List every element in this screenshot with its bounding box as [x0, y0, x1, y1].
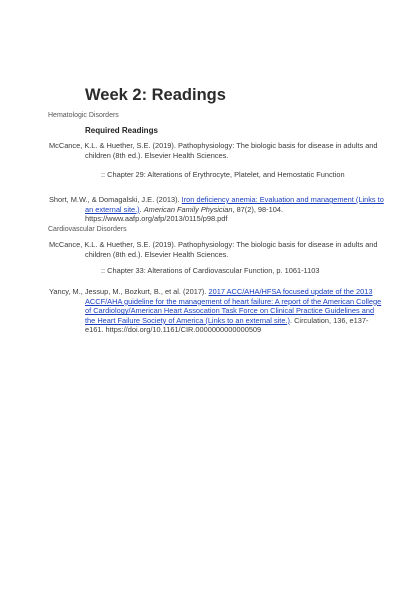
reference-authors: Yancy, M., Jessup, M., Bozkurt, B., et al. (2017). [49, 287, 209, 296]
reference-separator: . [139, 204, 144, 214]
reference-yancy [49, 287, 385, 335]
reference-authors: Short, M.W., & Domagalski, J.E. (2013). [49, 195, 182, 204]
required-readings-heading: Required Readings [85, 126, 158, 135]
section-heading-cardiovascular: Cardiovascular Disorders [48, 226, 127, 233]
reference-mccance-cardiovascular: McCance, K.L. & Huether, S.E. (2019). Pathophysiology: The biologic basis for disease in adults and children (8th ed.). Elsevier Health Sciences. [49, 240, 378, 259]
journal-name: American Family Physician [143, 204, 233, 214]
reference-details: . Circulation, 136, e137- e161. https://doi.org/10.1161/CIR.0000000000000509 [85, 315, 369, 335]
reference-details: , 87(2), 98-104. https://www.aafp.org/afp/2013/0115/p98.pdf [85, 204, 284, 224]
chapter-33-item: :: Chapter 33: Alterations of Cardiovascular Function, p. 1061-1103 [101, 266, 320, 275]
page-title: Week 2: Readings [85, 86, 226, 104]
section-heading-hematologic: Hematologic Disorders [48, 112, 119, 119]
reference-mccance-hematologic: McCance, K.L. & Huether, S.E. (2019). Pathophysiology: The biologic basis for disease in adults and children (8th ed.). Elsevier Health Sciences. [49, 141, 378, 160]
iron-deficiency-anemia-link[interactable]: Iron deficiency anemia: Evaluation and management (Links to an external site.) [85, 195, 384, 214]
heart-failure-guideline-link[interactable]: 2017 ACC/AHA/HFSA focused update of the 2013 ACCF/AHA guideline for the management of heart failure: A report of the American College of Cardiology/American Heart Assocation Task Force on Clinical Practice Guidelines and the Heart Failure Society of America (Links to an external site.) [85, 287, 382, 325]
reference-short-domagalski [49, 195, 385, 224]
chapter-29-item: :: Chapter 29: Alterations of Erythrocyte, Platelet, and Hemostatic Function [101, 170, 345, 179]
